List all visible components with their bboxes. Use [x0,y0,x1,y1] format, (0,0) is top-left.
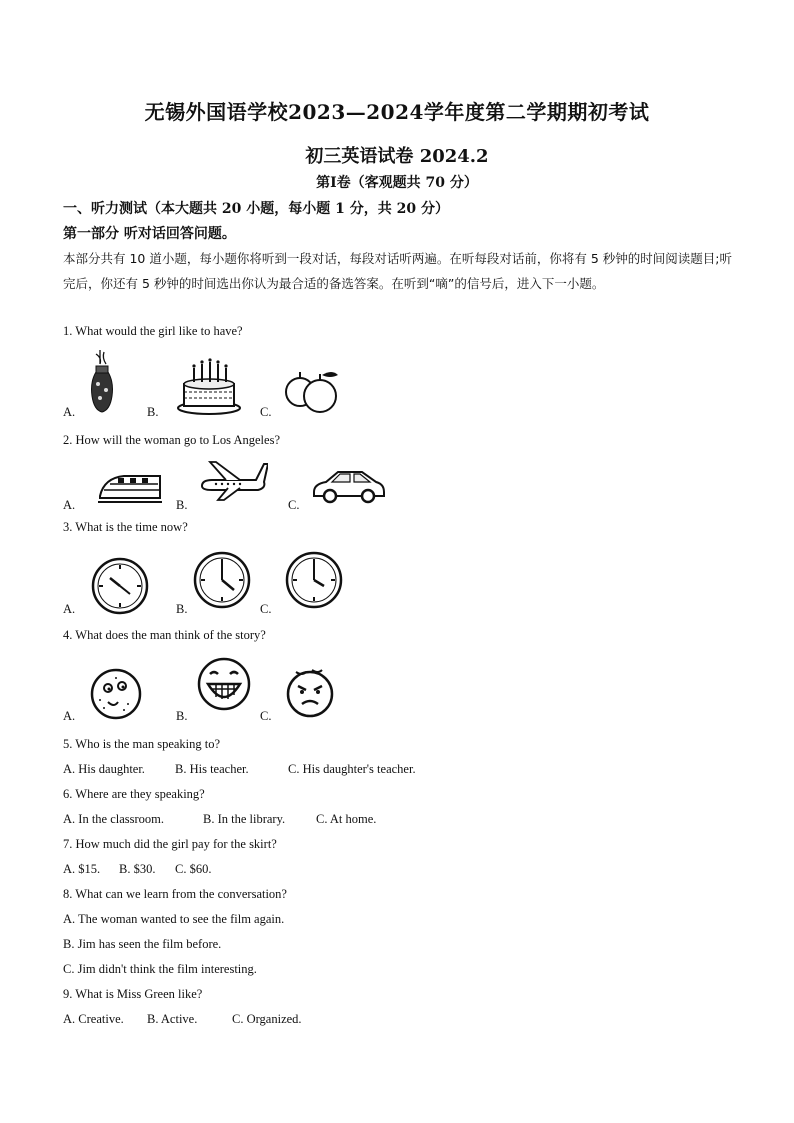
angry-face-icon [284,666,336,718]
bored-face-icon [88,666,144,722]
option-label: B. [176,709,188,723]
option-label: B. [176,498,188,512]
option-label: C. [260,602,272,616]
clock-icon [90,556,150,616]
laughing-face-icon [196,656,252,712]
apples-icon [282,368,344,416]
option-label: B. [176,602,188,616]
option-a: A. Creative. [63,1012,124,1026]
option-c: C. At home. [316,812,377,826]
option-label: C. [260,405,272,419]
car-icon [310,466,386,504]
airplane-icon [198,458,268,502]
option-label: A. [63,498,76,512]
option-c: C. $60. [175,862,212,876]
question-8: 8. What can we learn from the conversation? [63,887,287,901]
option-a: A. $15. [63,862,101,876]
option-b: B. Active. [147,1012,198,1026]
option-label: C. [288,498,300,512]
train-icon [96,470,164,506]
question-7: 7. How much did the girl pay for the skirt? [63,837,277,851]
vase-icon [84,350,120,414]
option-b: B. Jim has seen the film before. [63,937,222,951]
question-5: 5. Who is the man speaking to? [63,737,221,751]
exam-title: 无锡外国语学校2023—2024学年度第二学期期初考试 [144,100,650,124]
option-c: C. Organized. [232,1012,302,1026]
option-a: A. The woman wanted to see the film again. [63,912,285,926]
cake-icon [176,358,242,416]
option-label: B. [147,405,159,419]
volume-heading: 第Ⅰ卷（客观题共 70 分） [316,175,478,191]
option-label: A. [63,405,76,419]
question-2: 2. How will the woman go to Los Angeles? [63,433,280,447]
exam-subtitle: 初三英语试卷 2024.2 [305,146,489,167]
option-b: B. His teacher. [175,762,249,776]
option-b: B. In the library. [203,812,286,826]
question-1: 1. What would the girl like to have? [63,324,243,338]
option-a: A. His daughter. [63,762,145,776]
section-heading: 一、听力测试（本大题共 20 小题，每小题 1 分，共 20 分） [63,201,449,217]
option-label: C. [260,709,272,723]
question-9: 9. What is Miss Green like? [63,987,203,1001]
option-label: A. [63,602,76,616]
part-heading: 第一部分 听对话回答问题。 [63,226,236,242]
option-c: C. Jim didn't think the film interesting. [63,962,257,976]
instructions: 本部分共有 10 道小题，每小题你将听到一段对话，每段对话听两遍。在听每段对话前，你将有 5 秒钟的时间阅读题目;听完后，你还有 5 秒钟的时间选出你认为最合适的备选答案。在听到“嘀”的信号后，进入下一小题。 [63,251,732,291]
question-3: 3. What is the time now? [63,520,188,534]
question-6: 6. Where are they speaking? [63,787,205,801]
option-label: A. [63,709,76,723]
option-b: B. $30. [119,862,156,876]
clock-icon [192,550,252,610]
question-4: 4. What does the man think of the story? [63,628,266,642]
option-c: C. His daughter's teacher. [288,762,416,776]
clock-icon [284,550,344,610]
option-a: A. In the classroom. [63,812,165,826]
